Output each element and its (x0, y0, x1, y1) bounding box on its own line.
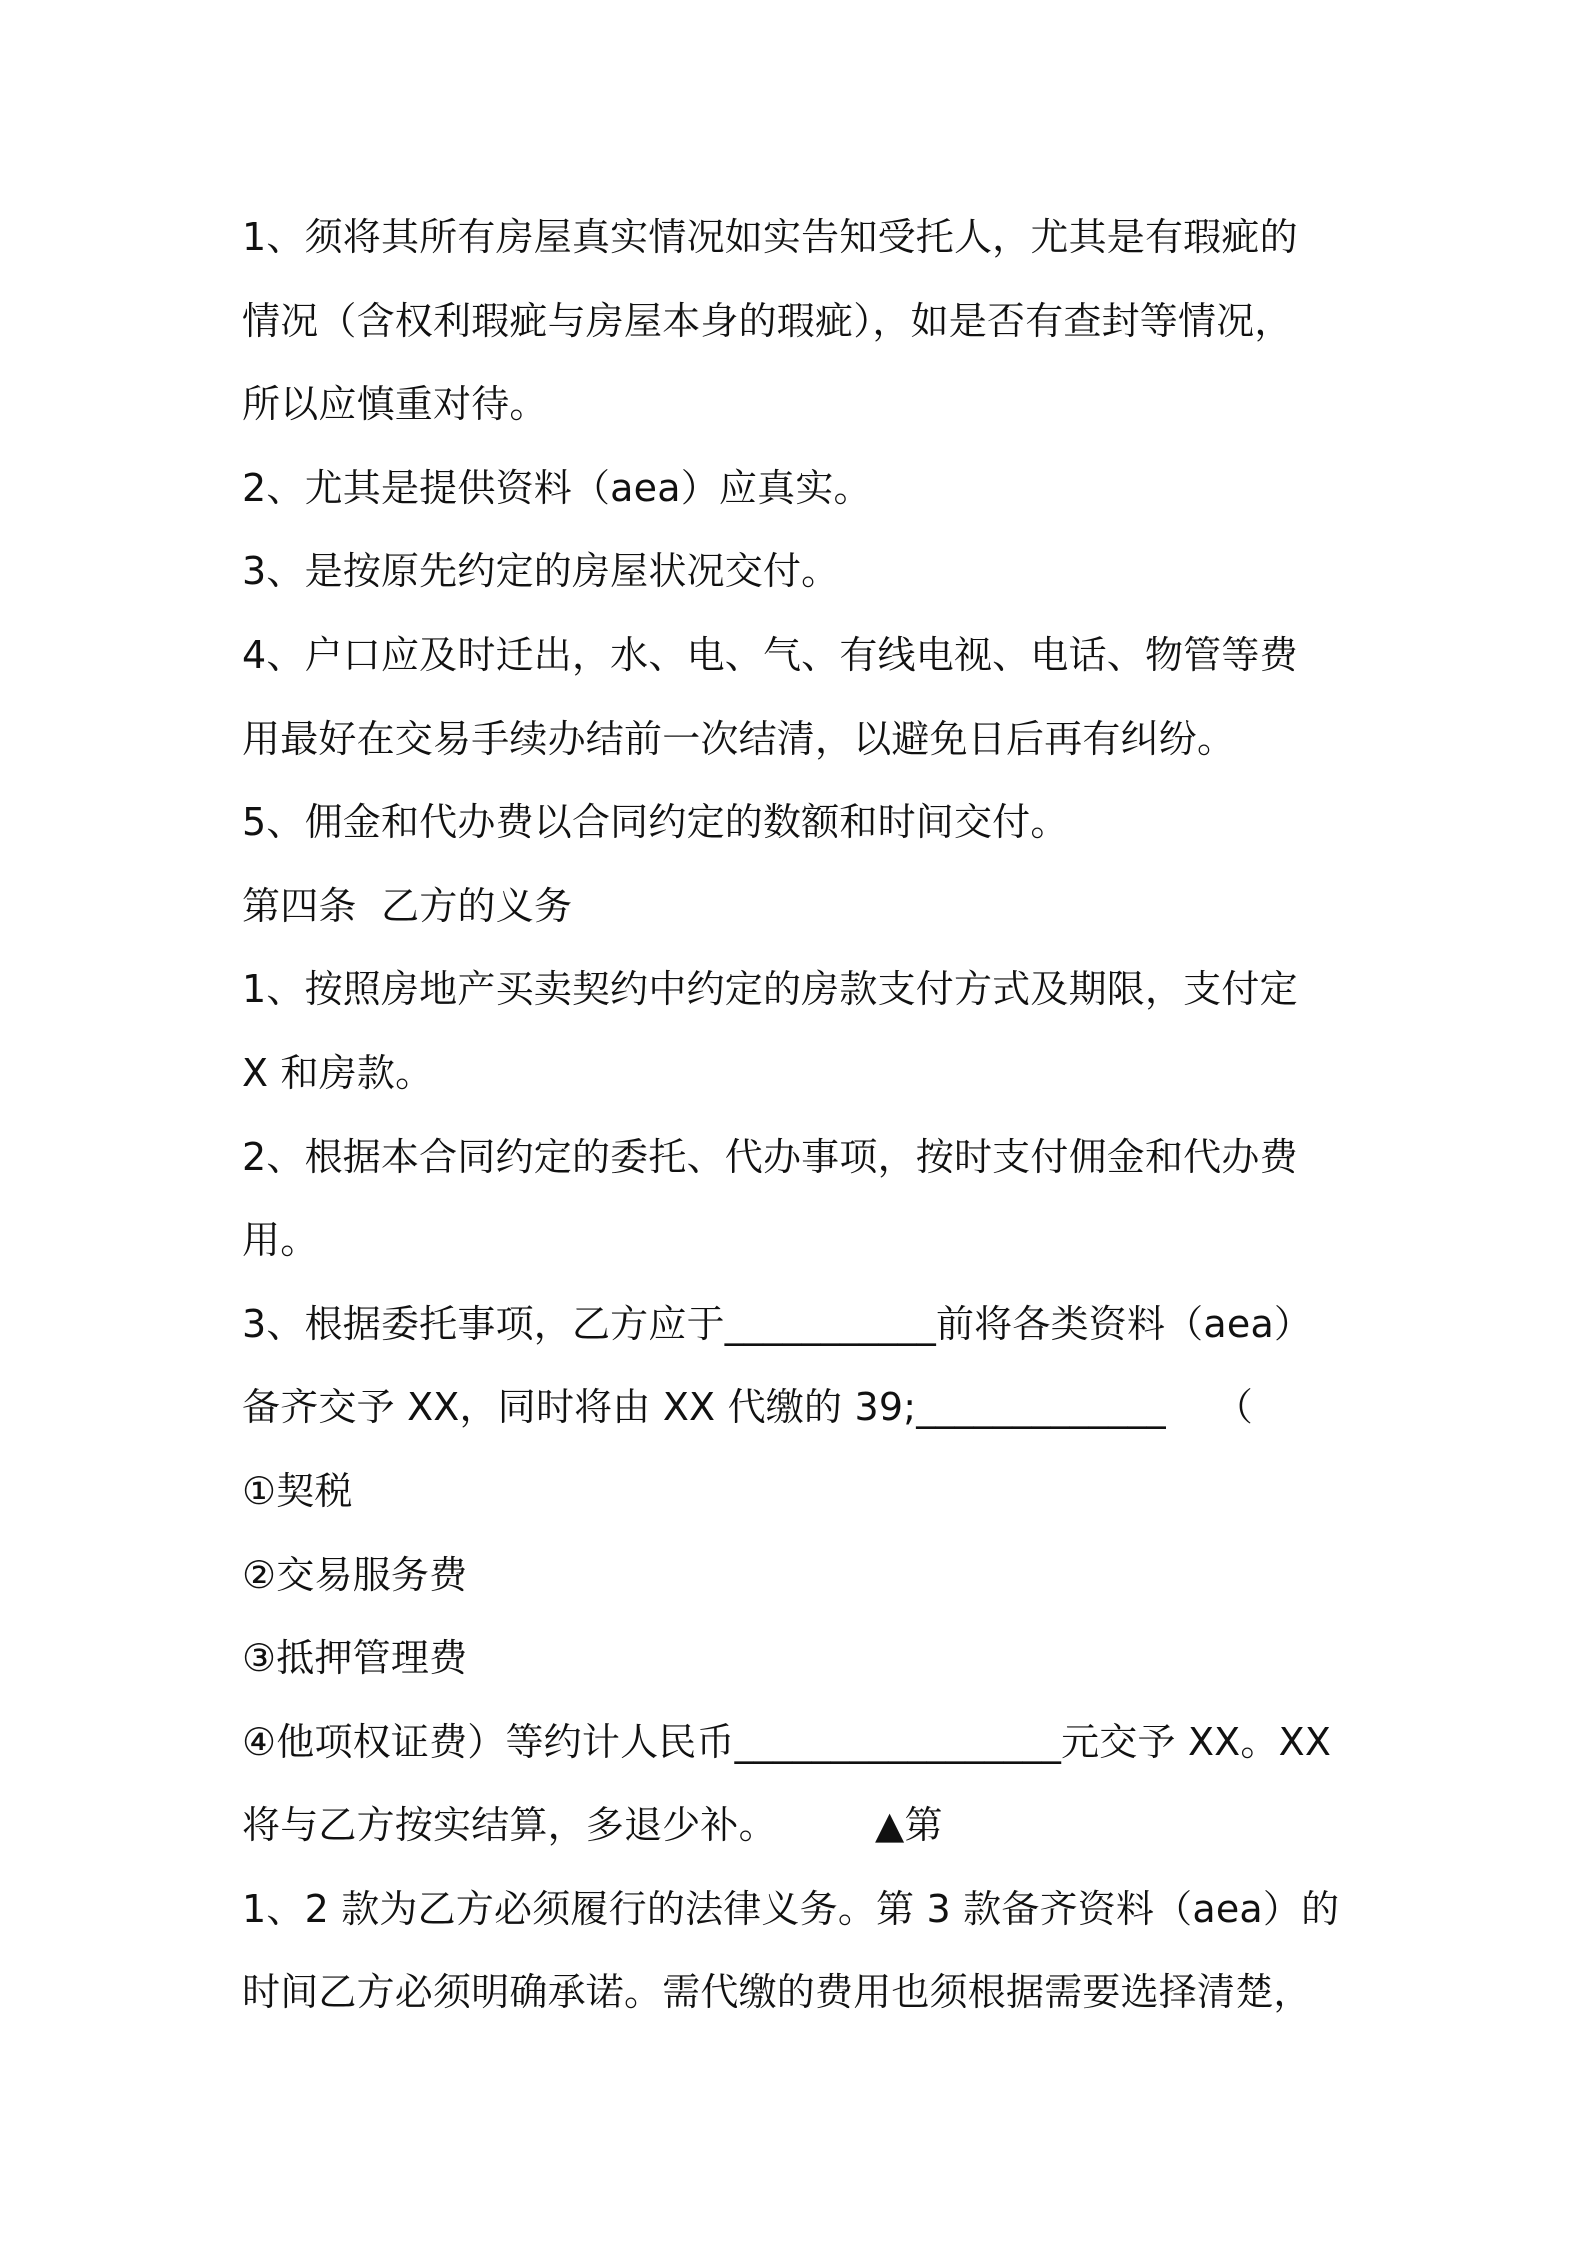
text-line-22: 时间乙方必须明确承诺。需代缴的费用也须根据需要选择清楚， (242, 1970, 1312, 2015)
text-line-2: 情况（含权利瑕疵与房屋本身的瑕疵），如是否有查封等情况， (242, 298, 1293, 343)
text-line-13: 用。 (242, 1218, 319, 1263)
text-line-5: 3、是按原先约定的房屋状况交付。 (242, 549, 840, 594)
text-line-6: 4、户口应及时迁出，水、电、气、有线电视、电话、物管等费 (242, 632, 1298, 677)
list-item-service-fee: ②交易服务费 (242, 1552, 468, 1597)
document-body (242, 196, 1362, 2035)
text-line-1: 1、须将其所有房屋真实情况如实告知受托人，尤其是有瑕疵的 (242, 215, 1298, 259)
list-item-certificate-fee: ④他项权证费）等约计人民币_________________元交予 XX。XX (242, 1719, 1332, 1764)
text-line-4: 2、尤其是提供资料（aea）应真实。 (242, 465, 872, 510)
text-line-15: 备齐交予 XX，同时将由 XX 代缴的 39;_____________ （ (242, 1385, 1254, 1430)
text-line-10: 1、按照房地产买卖契约中约定的房款支付方式及期限，支付定 (242, 967, 1298, 1012)
text-line-8: 5、佣金和代办费以合同约定的数额和时间交付。 (242, 800, 1069, 845)
list-item-mortgage-fee: ③抵押管理费 (242, 1636, 468, 1681)
section-heading: 第四条 乙方的义务 (242, 883, 573, 928)
text-line-3: 所以应慎重对待。 (242, 382, 548, 427)
text-line-21: 1、2 款为乙方必须履行的法律义务。第 3 款备齐资料（aea）的 (242, 1886, 1340, 1931)
text-line-14: 3、根据委托事项，乙方应于___________前将各类资料（aea） (242, 1301, 1313, 1346)
text-line-12: 2、根据本合同约定的委托、代办事项，按时支付佣金和代办费 (242, 1134, 1298, 1179)
text-line-7: 用最好在交易手续办结前一次结清，以避免日后再有纠纷。 (242, 716, 1236, 761)
list-item-deed-tax: ①契税 (242, 1468, 353, 1513)
text-line-11: X 和房款。 (242, 1050, 434, 1095)
text-line-20: 将与乙方按实结算，多退少补。 ▲第 (242, 1803, 943, 1848)
